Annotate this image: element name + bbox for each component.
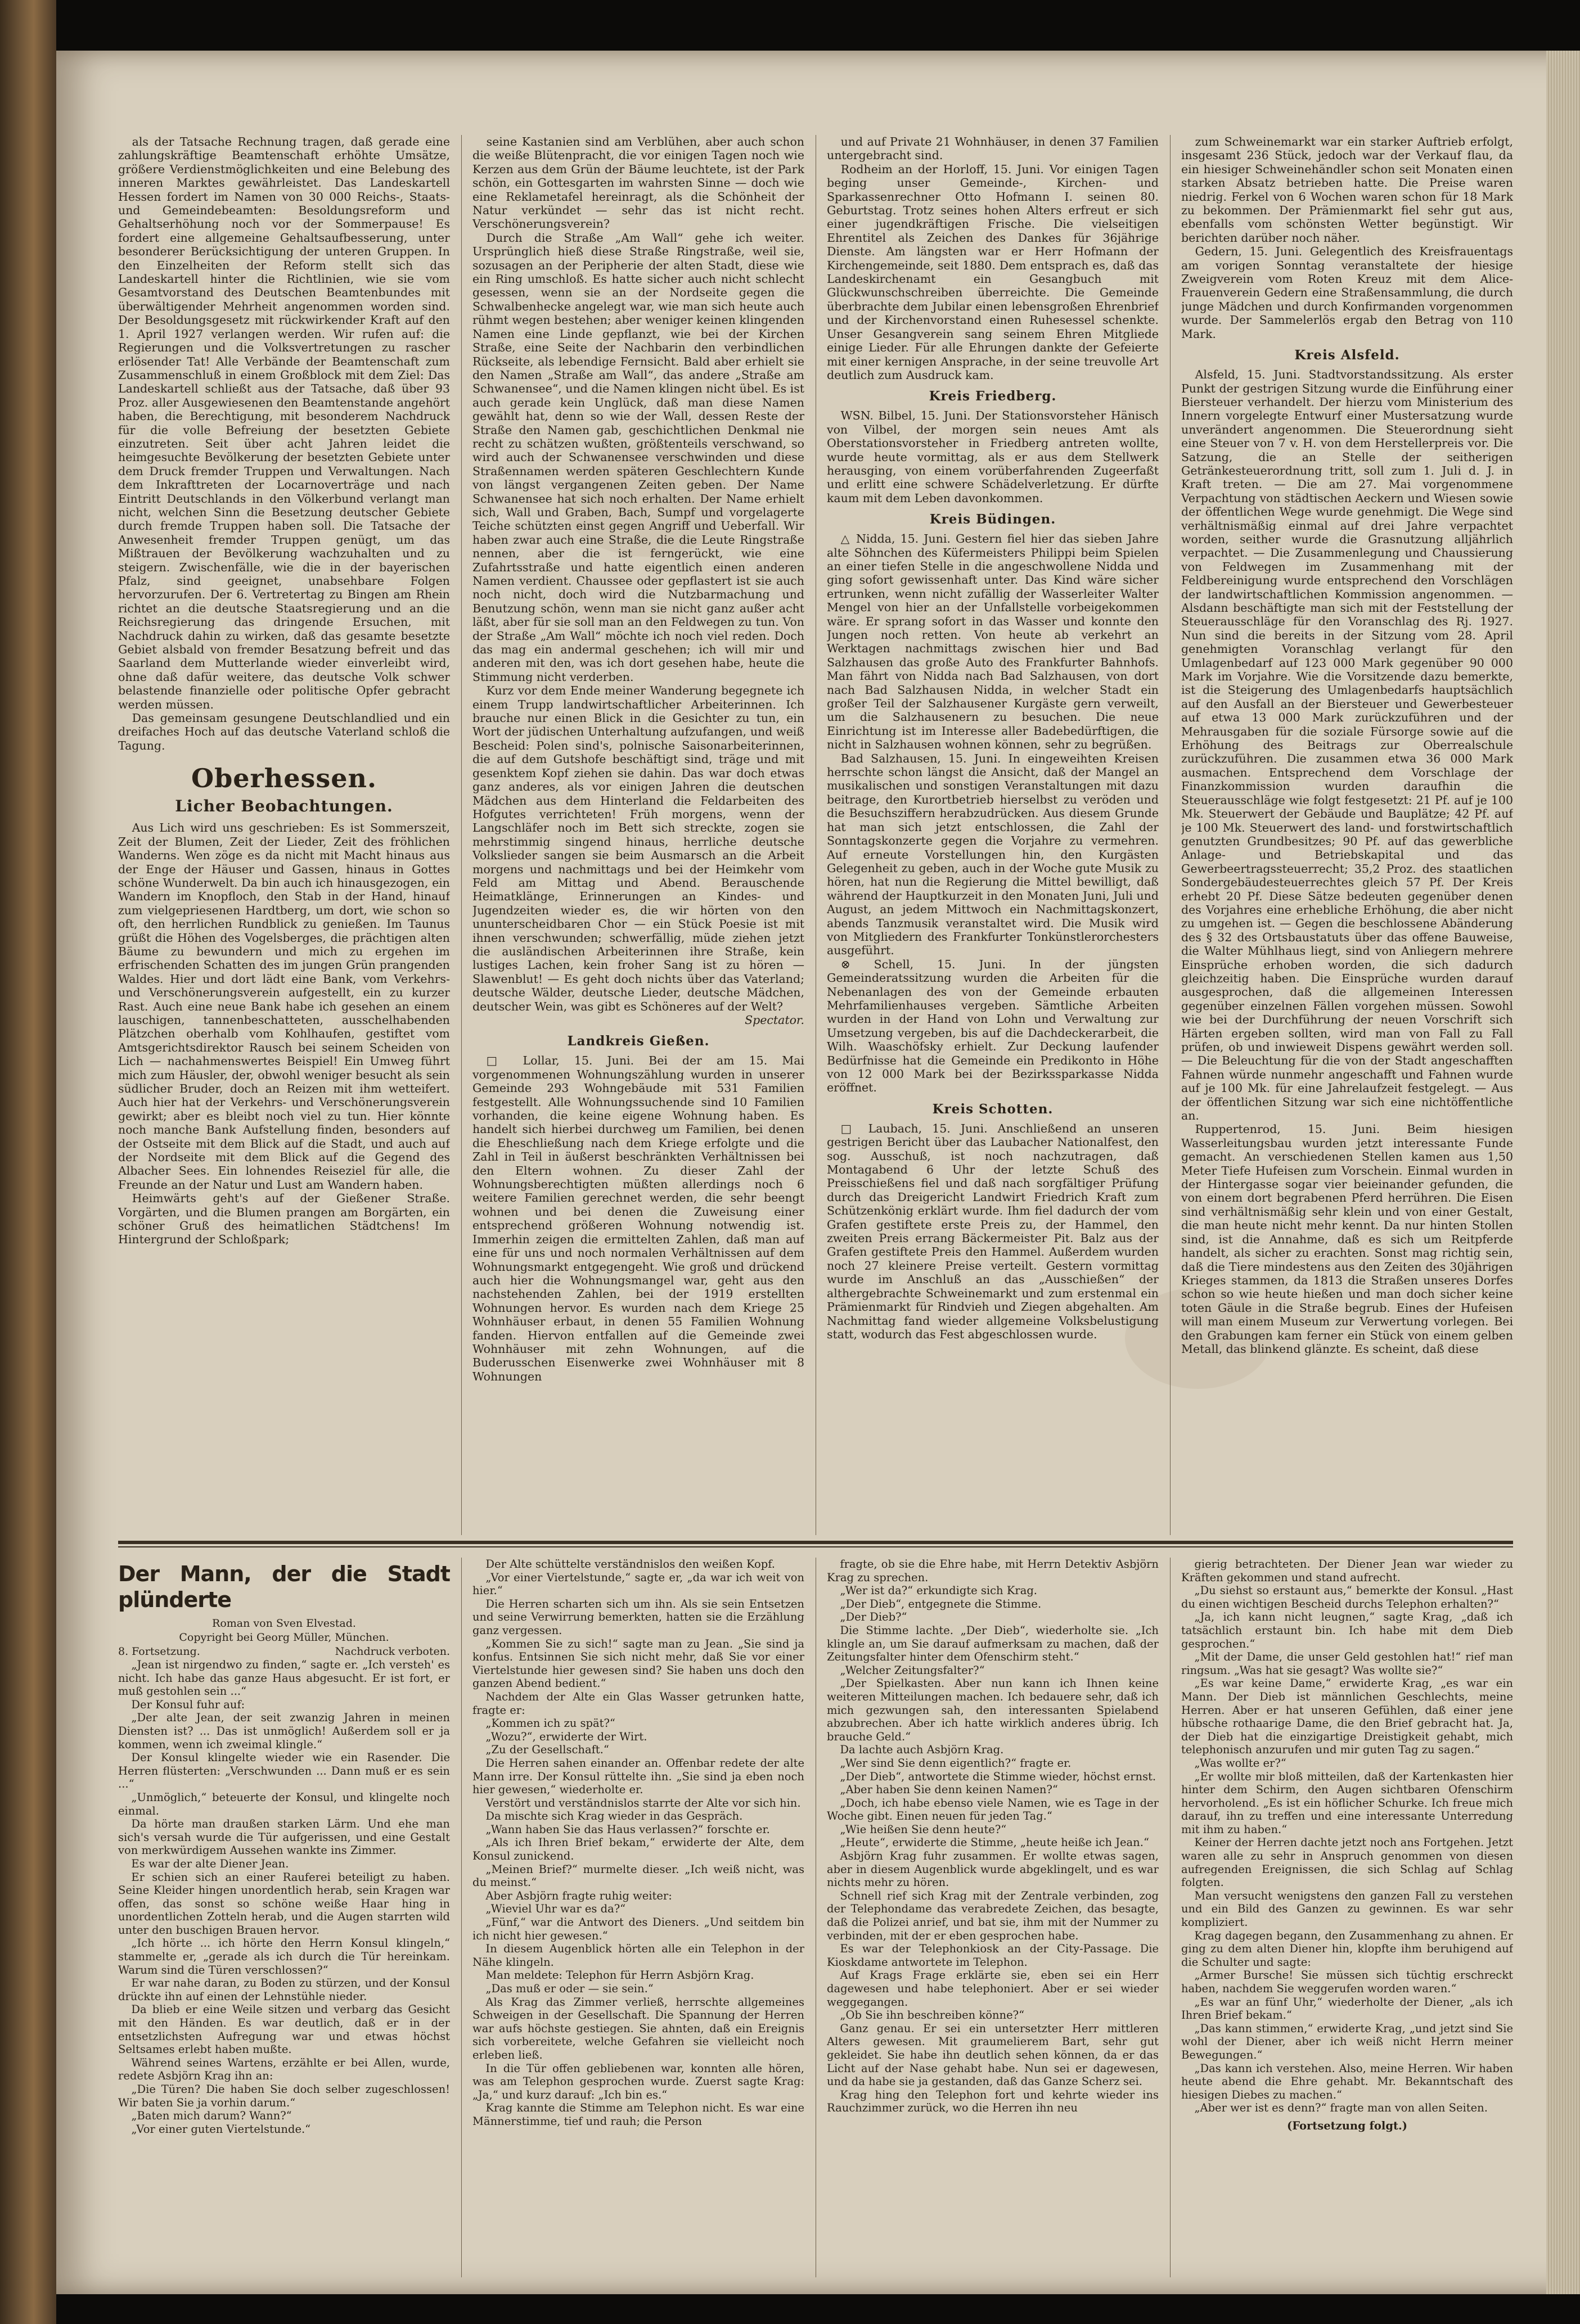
paragraph: ⊗ Schell, 15. Juni. In der jüngsten Gemeinderatssitzung wurden die Arbeiten für die Nebenanlagen des von der Gemeinde erbauten Mehrfamilienhauses vergeben. Sämtliche Arbeiten wurden in der Hand von Lohn und Verwaltung zur Umsetzung vergeben, bis auf die Dachdeckerarbeit, die Wilh. Waaschöfsky erhielt. Zur Deckung laufender Bedürfnisse hat die Gemeinde ein Predikonto in Höhe von 12 000 Mark bei der Bezirkssparkasse Nidda eröffnet. [827, 957, 1159, 1095]
serial-novel-section [118, 1558, 1513, 2277]
serial-paragraph: „Das muß er oder — sie sein.“ [485, 1982, 654, 1995]
book-binding [0, 0, 56, 2324]
serial-paragraph: „Unmöglich,“ beteuerte der Konsul, und klingelte noch einmal. [118, 1790, 450, 1817]
paragraph: als der Tatsache Rechnung tragen, daß gerade eine zahlungskräftige Beamtenschaft erhöhte Umsätze, größere Verdienstmöglichkeiten und eine Belebung des inneren Marktes gewährleistet. Das Landeskartell Hessen fordert im Namen von 30 000 Reichs-, Staats- und Gemeindebeamten: Besoldungsreform und Gehaltserhöhung noch vor der Sommerpause! Es fordert eine allgemeine Gehaltsaufbesserung, unter besonderer Berücksichtigung der unteren Gruppen. In den Einzelheiten der Reform stellt sich das Landeskartell hinter die Richtlinien, wie sie vom Gesamtvorstand des Deutschen Beamtenbundes mit überwältigender Mehrheit angenommen worden sind. Der Besoldungsgesetz mit rückwirkender Kraft auf den 1. April 1927 verlangen werden. Wir rufen auf: die Regierungen und die Volksvertretungen zu rascher erlösender Tat! Alle Verbände der Beamtenschaft zum Zusammenschluß in einem Großblock mit dem Ziel: Das Landeskartell schließt aus der Tatsache, daß über 93 Proz. aller Ausgewiesenen den Beamtenstande angehört haben, die Berechtigung, mit besonderem Nachdruck für die volle Befreiung der besetzten Gebiete einzutreten. Seit über acht Jahren leidet die heimgesuchte Bevölkerung der besetzten Gebiete unter dem Druck fremder Truppen und Verwaltungen. Nach dem Inkrafttreten der Locarnoverträge und nach Eintritt Deutschlands in den Völkerbund verlangt man nicht, welchen Sinn die Besetzung deutscher Gebiete durch fremde Truppen haben soll. Die Tatsache der Anwesenheit fremder Truppen genügt, um das Mißtrauen der Bevölkerung wachzuhalten und zu steigern. Zwischenfälle, wie die in der bayerischen Pfalz, sind geeignet, unabsehbare Folgen hervorzurufen. Der 6. Vertretertag zu Bingen am Rhein richtet an die deutsche Staatsregierung und an die Reichsregierung das dringende Ersuchen, mit Nachdruck dahin zu wirken, daß das gesamte besetzte Gebiet alsbald von fremder Besatzung befreit und das Saarland dem Mutterlande wieder einverleibt wird, ohne daß dafür weitere, das deutsche Volk schwer belastende finanzielle oder politische Opfer gebracht werden müssen. [118, 135, 450, 711]
serial-paragraph: Während seines Wartens, erzählte er bei Allen, wurde, redete Asbjörn Krag ihn an: [118, 2056, 450, 2083]
serial-column-1 [118, 1558, 450, 2277]
serial-paragraph: „Wie heißen Sie denn heute?“ [840, 1822, 1007, 1836]
serial-text [827, 1558, 1159, 2115]
serial-paragraph: Die Herren scharten sich um ihn. Als sie sein Entsetzen und seine Verwirrung bemerkten, hatten sie die Erzählung ganz vergessen. [472, 1597, 804, 1637]
serial-paragraph: „Er wollte mir bloß mitteilen, daß der Kartenkasten hier hinter dem Schirm, den Augen sichtbaren Ofenschirm hervorholend. „Es ist ein höflicher Schurke. Ich freue mich darauf, ihn zu treffen und eine interessante Unterredung mit ihm zu haben.“ [1181, 1770, 1513, 1836]
paragraph: Gedern, 15. Juni. Gelegentlich des Kreisfrauentags am vorigen Sonntag veranstaltete der hiesige Zweigverein vom Roten Kreuz mit dem Alice-Frauenverein Gedern eine Straßensammlung, die durch junge Mädchen und durch Konfirmanden vorgenommen wurde. Der Sammelerlös ergab den Betrag von 110 Mark. [1181, 245, 1513, 341]
serial-paragraph: Schnell rief sich Krag mit der Zentrale verbinden, zog der Telephondame das verabredete Zeichen, das besagte, daß die Polizei anrief, und bat sie, ihm mit der Nummer zu verbinden, mit der er eben gesprochen habe. [827, 1889, 1159, 1942]
serial-paragraph: „Der Dieb“, entgegnete die Stimme. [840, 1597, 1042, 1610]
serial-paragraph: „Wieviel Uhr war es da?“ [485, 1902, 626, 1916]
section-divider [118, 1541, 1513, 1544]
paragraph: Durch die Straße „Am Wall“ gehe ich weiter. Ursprünglich hieß diese Straße Ringstraße, weil sie, sozusagen an der Peripherie der alten Stadt, diese wie ein Ring umschloß. Es hatte sicher auch nicht schlecht gesessen, wenn sie an der Nordseite gegen die Schwalbenhecke angelegt war, wie man sich heute auch rühmt wegen bestehen; aber weniger keinen klingenden Namen eine Linde gepflanzt, wie bei der Kirchen Straße, eine Seite der Nachbarin den verbindlichen Rückseite, als lebendige Fernsicht. Bald aber erhielt sie den Namen „Straße am Wall“, das andere „Straße am Schwanensee“, und die Namen klingen nicht übel. Es ist auch gerade kein Unglück, daß man diese Namen gewählt hat, denn so wie der Wall, dessen Reste der Straße den Namen gab, geschichtlichen Denkmal nie recht zu schätzen wußten, größtenteils verschwand, so wird auch der Schwanensee verschwinden und diese Straßennamen werden späteren Geschlechtern Kunde von längst vergangenen Zeiten geben. Der Name Schwanensee hat sich noch erhalten. Der Name erhielt sich, Wall und Graben, Bach, Sumpf und vorgelagerte Teiche schützten einst gegen Angriff und Ueberfall. Wir haben zwar auch eine Straße, die die Leute Ringstraße nennen, aber die ist ferngerückt, wie eine Zufahrtsstraße und hatte eigentlich einen anderen Namen verdient. Chaussee oder gepflastert ist sie auch noch nicht, doch wird die Nutzbarmachung und Benutzung schön, wenn man sie nicht ganz außer acht läßt, aber für sie soll man an den Feldwegen zu tun. Von der Straße „Am Wall“ möchte ich noch viel reden. Doch das mag ein andermal geschehen; ich will mir und anderen mit den, was ich dort gesehen habe, heute die Stimmung nicht verderben. [472, 231, 804, 684]
serial-paragraph: Der Konsul fuhr auf: [131, 1698, 245, 1711]
serial-paragraph: „Vor einer guten Viertelstunde.“ [131, 2122, 311, 2136]
serial-paragraph: Krag kannte die Stimme am Telephon nicht. Es war eine Männerstimme, tief und rauh; die Person [472, 2101, 804, 2128]
paragraph: Das gemeinsam gesungene Deutschlandlied und ein dreifaches Hoch auf das deutsche Vaterland schloß die Tagung. [118, 711, 450, 752]
serial-copyright: Copyright bei Georg Müller, München. [179, 1631, 389, 1644]
serial-paragraph: Es war der alte Diener Jean. [131, 1857, 289, 1870]
serial-paragraph: Die Stimme lachte. „Der Dieb“, wiederholte sie. „Ich klingle an, um Sie darauf aufmerksam zu machen, daß der Zeitungsfalter hinter dem Ofenschirm steht.“ [827, 1623, 1159, 1664]
serial-text [1181, 1558, 1513, 2115]
serial-paragraph: „Wer ist da?“ erkundigte sich Krag. [840, 1584, 1038, 1598]
paragraph: und auf Private 21 Wohnhäuser, in denen 37 Familien untergebracht sind. [827, 135, 1159, 163]
serial-paragraph: In diesem Augenblick hörten alle ein Telephon in der Nähe klingeln. [472, 1942, 804, 1969]
serial-paragraph: „Doch, ich habe ebenso viele Namen, wie es Tage in der Woche gibt. Einen neuen für jeden Tag.“ [827, 1796, 1159, 1823]
column-4 [1181, 135, 1513, 1535]
paragraph: seine Kastanien sind am Verblühen, aber auch schon die weiße Blütenpracht, die vor einigen Tagen noch wie Kerzen aus dem Grün der Bäume leuchtete, ist der Park schön, ein Gottesgarten im wahrsten Sinne — doch wie eine Reklametafel hereinragt, als die Schönheit der Natur verkündet — sehr das ist nicht recht. Verschönerungsverein? [472, 135, 804, 231]
serial-paragraph: „Das kann stimmen,“ erwiderte Krag, „und jetzt sind Sie wohl der Diener, aber ich weiß nicht Herrn meiner Bewegungen.“ [1181, 2021, 1513, 2061]
column-2 [472, 135, 804, 1535]
page-edge [1546, 51, 1580, 2294]
serial-paragraph: „Es war an fünf Uhr,“ wiederholte der Diener, „als ich Ihren Brief bekam.“ [1181, 1995, 1513, 2022]
paragraph: Ruppertenrod, 15. Juni. Beim hiesigen Wasserleitungsbau wurden jetzt interessante Funde gemacht. An verschiedenen Stellen kamen aus 1,50 Meter Tiefe Hufeisen zum Vorschein. Einmal wurden in der Hintergasse sogar vier beieinander gefunden, die von einem dort begrabenen Pferd herrühren. Die Eisen sind verhältnismäßig sehr klein und von einer Gestalt, die man heute nicht mehr kennt. Da nur hinten Stollen sind, ist die Annahme, daß es sich um Reitpferde handelt, als sicher zu erachten. Sonst mag richtig sein, daß die Tiere mindestens aus den Zeiten des 30jährigen Krieges stammen, da 1813 die Straßen unseres Dorfes schon so wie heute hießen und man doch sicher keine toten Gäule in die Straße begrub. Eines der Hufeisen will man einem Museum zur Verwertung vorlegen. Bei den Grabungen kam ferner ein Stück von einem gelben Metall, das blinkend glänzte. Es scheint, daß diese [1181, 1122, 1513, 1356]
serial-paragraph: „Wozu?“, erwiderte der Wirt. [485, 1730, 647, 1743]
serial-paragraph: „Welcher Zeitungsfalter?“ [840, 1663, 985, 1677]
column-rule [1170, 135, 1171, 1535]
serial-paragraph: „Zu der Gesellschaft.“ [485, 1743, 609, 1757]
serial-paragraph: „Heute“, erwiderte die Stimme, „heute heiße ich Jean.“ [840, 1836, 1149, 1849]
serial-paragraph: Der Alte schüttelte verständnislos den weißen Kopf. [485, 1558, 775, 1571]
serial-paragraph: Verstört und verständnislos starrte der Alte vor sich hin. [485, 1796, 801, 1809]
paragraph: □ Laubach, 15. Juni. Anschließend an unseren gestrigen Bericht über das Laubacher Nationalfest, den sog. Ausschuß, ist noch nachzutragen, daß Montagabend 6 Uhr der letzte Schuß des Preisschießens fiel und daß nach sorgfältiger Prüfung durch das Dreigericht Landwirt Friedrich Kraft zum Schützenkönig erklärt wurde. Ihm fiel dadurch der vom Grafen gestiftete erste Preis zu, der Hammel, den zweiten Preis errang Bäckermeister Pit. Balz aus der Grafen gestiftete Preis den Hammel. Außerdem wurden noch 27 kleinere Preise verteilt. Gestern vormittag wurde im Anschluß an das „Ausschießen“ der althergebrachte Schweinemarkt und zum erstenmal ein Prämienmarkt für Rindvieh und Ziegen abgehalten. Am Nachmittag fand wieder allgemeine Volksbelustigung statt, wodurch das Fest abgeschlossen wurde. [827, 1121, 1159, 1341]
section-divider [118, 1546, 1513, 1547]
serial-paragraph: „Fünf,“ war die Antwort des Dieners. „Und seitdem bin ich nicht hier gewesen.“ [472, 1916, 804, 1942]
article-heading: Licher Beobachtungen. [175, 797, 393, 816]
serial-paragraph: „Der Dieb“, antwortete die Stimme wieder, höchst ernst. [840, 1770, 1156, 1783]
serial-paragraph: Der Konsul klingelte wieder wie ein Rasender. Die Herren flüsterten: „Verschwunden ... Dann muß er es sein ...“ [118, 1751, 450, 1791]
serial-column-3 [827, 1558, 1159, 2277]
serial-paragraph: Die Herren sahen einander an. Offenbar redete der alte Mann irre. Der Konsul rüttelte ihn. „Sie sind ja eben noch hier gewesen,“ wiederholte er. [472, 1756, 804, 1797]
section-heading: Kreis Büdingen. [929, 512, 1056, 527]
section-heading: Kreis Schotten. [932, 1101, 1054, 1117]
serial-paragraph: Als Krag das Zimmer verließ, herrschte allgemeines Schweigen in der Gesellschaft. Die Spannung der Herren war aufs höchste gestiegen. Sie ahnten, daß ein Ereignis sich vorbereitete, welche Gefahren sie vielleicht noch erleben ließ. [472, 1995, 804, 2061]
serial-paragraph: „Das kann ich verstehen. Also, meine Herren. Wir haben heute abend die Ehre gehabt. Mr. Bekanntschaft des hiesigen Diebes zu machen.“ [1181, 2061, 1513, 2101]
serial-paragraph: „Ja, ich kann nicht leugnen,“ sagte Krag, „daß ich tatsächlich erstaunt bin. Ich habe mit dem Dieb gesprochen.“ [1181, 1610, 1513, 1650]
serial-paragraph: „Der Dieb?“ [840, 1610, 907, 1624]
serial-paragraph: Keiner der Herren dachte jetzt noch ans Fortgehen. Jetzt waren alle zu sehr in Anspruch genommen von diesen aufregenden Ereignissen, die sich Schlag auf Schlag folgten. [1181, 1836, 1513, 1889]
serial-paragraph: Man versucht wenigstens den ganzen Fall zu verstehen und ein Bild des Ganzen zu gewinnen. Es war sehr kompliziert. [1181, 1889, 1513, 1929]
column-rule [461, 135, 462, 1535]
paragraph: Bad Salzhausen, 15. Juni. In eingeweihten Kreisen herrschte schon längst die Ansicht, daß der Mangel an musikalischen und sonstigen Veranstaltungen mit dazu beitrage, den Kurortbetrieb hierselbst zu veröden und die Besuchsziffern herabzudrücken. Aus diesem Grunde hat man sich jetzt entschlossen, die Zahl der Sonntagskonzerte gegen die Vorjahre zu vermehren. Auf erneute Vorstellungen hin, den Kurgästen Gelegenheit zu geben, auch in der Woche gute Musik zu hören, hat nun die Regierung die Mittel bewilligt, daß während der Hauptkurzeit in den Monaten Juni, Juli und August, an jedem Mittwoch ein Nachmittagskonzert, abends Tanzmusik veranstaltet wird. Die Musik wird von Mitgliedern des Frankfurter Tonkünstlerorchesters ausgeführt. [827, 751, 1159, 958]
serial-text [118, 1658, 450, 2136]
serial-paragraph: Er schien sich an einer Rauferei beteiligt zu haben. Seine Kleider hingen unordentlich herab, sein Kragen war offen, das sonst so schöne weiße Haar hing in unordentlichen Zotteln herab, und die Augen starrten wild unter den buschigen Brauen hervor. [118, 1870, 450, 1937]
serial-paragraph: „Kommen ich zu spät?“ [485, 1717, 615, 1730]
serial-paragraph: „Mit der Dame, die unser Geld gestohlen hat!“ rief man ringsum. „Was hat sie gesagt? Was wollte sie?“ [1181, 1650, 1513, 1677]
serial-paragraph: „Der alte Jean, der seit zwanzig Jahren in meinen Diensten ist? ... Das ist unmöglich! Außerdem soll er ja kommen, wenn ich zweimal klingle.“ [118, 1711, 450, 1751]
serial-paragraph: „Es war keine Dame,“ erwiderte Krag, „es war ein Mann. Der Dieb ist männlichen Geschlechts, meine Herren. Aber er hat unseren Gefühlen, daß einer jene hübsche rothaarige Dame, die den Brief gebracht hat. Ja, der Dieb hat die einzigartige Dreistigkeit gehabt, mich telephonisch anzurufen und mir guten Tag zu sagen.“ [1181, 1677, 1513, 1757]
serial-paragraph: „Du siehst so erstaunt aus,“ bemerkte der Konsul. „Hast du einen wichtigen Bescheid durchs Telephon erhalten?“ [1181, 1584, 1513, 1610]
section-heading-oberhessen: Oberhessen. [191, 763, 377, 794]
serial-paragraph: Aber Asbjörn fragte ruhig weiter: [485, 1889, 672, 1902]
paragraph: Kurz vor dem Ende meiner Wanderung begegnete ich einem Trupp landwirtschaftlicher Arbeiterinnen. Ich brauche nur einen Blick in die Gesichter zu tun, ein Wort der jüdischen Unterhaltung aufzufangen, und weiß Bescheid: Polen sind's, polnische Saisonarbeiterinnen, die auf dem Gutshofe beschäftigt sind, träge und mit gesenktem Kopf ziehen sie dahin. Das war doch etwas ganz anderes, als vor einigen Jahren die deutschen Mädchen aus dem Hinterland die Feldarbeiten des Hofgutes verrichteten! Früh morgens, wenn der Langschläfer noch im Bett sich streckte, zogen sie mehrstimmig singend hinaus, herrliche deutsche Volkslieder sangen sie beim Ausmarsch an die Arbeit morgens und nachmittags und bei der Heimkehr vom Feld am Mittag und Abend. Berauschende Heimatklänge, Erinnerungen an Kindes- und Jugendzeiten wieder es, die wir hörten von den ununterscheidbaren Chor — ein Stück Poesie ist mit ihnen verschwunden; schwerfällig, müde ziehen jetzt die ausländischen Arbeiterinnen ihre Straße, kein lustiges Lachen, kein froher Sang ist zu hören — Slawenblut! — Es geht doch nichts über das Vaterland; deutsche Wälder, deutsche Lieder, deutsche Mädchen, deutscher Wein, was gibt es Schöneres auf der Welt? [472, 684, 804, 1013]
serial-paragraph: gierig betrachteten. Der Diener Jean war wieder zu Kräften gekommen und stand aufrecht. [1181, 1558, 1513, 1584]
serial-paragraph: „Als ich Ihren Brief bekam,“ erwiderte der Alte, dem Konsul zunickend. [472, 1836, 804, 1863]
serial-paragraph: Da hörte man draußen starken Lärm. Und ehe man sich's versah wurde die Tür aufgerissen, und eine Gestalt von merkwürdigem Aussehen wankte ins Zimmer. [118, 1817, 450, 1857]
column-1 [118, 135, 450, 1535]
serial-paragraph: „Was wollte er?“ [1194, 1756, 1286, 1770]
serial-paragraph: „Ob Sie ihn beschreiben könne?“ [840, 2009, 1025, 2022]
serial-author: Roman von Sven Elvestad. [212, 1617, 356, 1630]
serial-paragraph: „Ich hörte ... ich hörte den Herrn Konsul klingeln,“ stammelte er, „gerade als ich durch die Tür hereinkam. Warum sind die Türen verschlossen?“ [118, 1937, 450, 1976]
serial-paragraph: „Die Türen? Die haben Sie doch selber zugeschlossen! Wir baten Sie ja vorhin darum.“ [118, 2083, 450, 2109]
serial-paragraph: „Wann haben Sie das Haus verlassen?“ forschte er. [485, 1822, 770, 1836]
serial-paragraph: „Aber wer ist es denn?“ fragte man von allen Seiten. [1194, 2101, 1488, 2115]
paragraph: Rodheim an der Horloff, 15. Juni. Vor einigen Tagen beging unser Gemeinde-, Kirchen- und Sparkassenrechner Otto Hofmann I. seinen 80. Geburtstag. Trotz seines hohen Alters erfreut er sich einer jugendkräftigen Frische. Die vielseitigen Ehrentitel als Zeichen des Dankes für 36jährige Dienste. Am längsten war er Herr Hofmann der Kirchengemeinde, seit 1880. Dem entsprach es, daß das Landeskirchenamt ein Gesangbuch mit Glückwunschschreiben überreichte. Die Gemeinde überbrachte dem Jubilar einen lebensgroßen Ehrenbrief und der Kirchenvorstand einen Ruhesessel schenkte. Unser Gesangverein sang seinem Ehren Mitgliede einige Lieder. Für alle Ehrungen dankte der Gefeierte mit einer kernigen Ansprache, in der seine treuvolle Art deutlich zum Ausdruck kam. [827, 162, 1159, 382]
continuation-note: (Fortsetzung folgt.) [1287, 2119, 1407, 2132]
serial-paragraph: Da mischte sich Krag wieder in das Gespräch. [485, 1809, 743, 1823]
column-3 [827, 135, 1159, 1535]
serial-paragraph: „Aber haben Sie denn keinen Namen?“ [840, 1783, 1058, 1797]
serial-paragraph: „Vor einer Viertelstunde,“ sagte er, „da war ich weit von hier.“ [472, 1571, 804, 1598]
serial-paragraph: Asbjörn Krag fuhr zusammen. Er wollte etwas sagen, aber in diesem Augenblick wurde abgeklingelt, und es war nichts mehr zu hören. [827, 1849, 1159, 1889]
serial-column-4 [1181, 1558, 1513, 2277]
serial-paragraph: Er war nahe daran, zu Boden zu stürzen, und der Konsul drückte ihn auf einen der Lehnstühle nieder. [118, 1976, 450, 2003]
serial-paragraph: Es war der Telephonkiosk an der City-Passage. Die Kioskdame antwortete im Telephon. [827, 1942, 1159, 1969]
serial-paragraph: Da blieb er eine Weile sitzen und verbarg das Gesicht mit den Händen. Es war deutlich, daß er in der entsetzlichsten Aufregung war und etwas höchst Seltsames erlebt haben mußte. [118, 2003, 450, 2056]
serial-paragraph: „Der Spielkasten. Aber nun kann ich Ihnen keine weiteren Mitteilungen machen. Ich bedauere sehr, daß ich mich gezwungen sah, den interessanten Spielabend abzubrechen. Aber ich hatte wirklich anderes übrig. Ich brauche Geld.“ [827, 1677, 1159, 1743]
serial-paragraph: fragte, ob sie die Ehre habe, mit Herrn Detektiv Asbjörn Krag zu sprechen. [827, 1558, 1159, 1584]
serial-paragraph: Man meldete: Telephon für Herrn Asbjörn Krag. [485, 1969, 754, 1982]
paragraph: □ Lollar, 15. Juni. Bei der am 15. Mai vorgenommenen Wohnungszählung wurden in unserer Gemeinde 293 Wohngebäude mit 531 Familien festgestellt. Alle Wohnungssuchende sind 10 Familien vorhanden, die keine eigene Wohnung haben. Es handelt sich hierbei durchweg um Familien, bei denen die Eheschließung nach dem Kriege erfolgte und die Zahl in Teil in äußerst beschränkten Verhältnissen bei den Eltern wohnen. Zu dieser Zahl der Wohnungsberechtigten müßten allerdings noch 6 weitere Familien gerechnet werden, die sehr beengt wohnen und bei denen die Zuweisung einer entsprechend größeren Wohnung notwendig ist. Immerhin zeigen die ermittelten Zahlen, daß man auf eine für uns und noch normalen Verhältnissen auf dem Wohnungsmarkt entgegengeht. Wie groß und drückend auch hier die Wohnungsmangel war, geht aus den nachstehenden Zahlen, bei der 1919 erstellten Wohnungen hervor. Es wurden nach dem Kriege 25 Wohnhäuser erbaut, in denen 55 Familien Wohnung fanden. Hiervon entfallen auf die Gemeinde zwei Wohnhäuser mit zehn Wohnungen, auf die Buderusschen Eisenwerke zwei Wohnhäuser mit 8 Wohnungen [472, 1054, 804, 1383]
serial-paragraph: „Jean ist nirgendwo zu finden,“ sagte er. „Ich versteh' es nicht. Ich habe das ganze Haus abgesucht. Er ist fort, er muß gestohlen sein ...“ [118, 1658, 450, 1698]
column-rule [1170, 1558, 1171, 2277]
serial-column-2 [472, 1558, 804, 2277]
serial-rights: Nachdruck verboten. [335, 1645, 450, 1658]
paragraph: WSN. Bilbel, 15. Juni. Der Stationsvorsteher Hänisch von Vilbel, der morgen sein neues Amt als Oberstationsvorsteher in Friedberg antreten wollte, wurde heute vormittag, als er aus dem Stellwerk herausging, von einem vorüberfahrenden Zugeerfaßt und erlitt eine schwere Schädelverletzung. Er dürfte kaum mit dem Leben davonkommen. [827, 409, 1159, 505]
serial-paragraph: Krag hing den Telephon fort und kehrte wieder ins Rauchzimmer zurück, wo die Herren ihn neu [827, 2088, 1159, 2115]
serial-text [472, 1558, 804, 2128]
paragraph: △ Nidda, 15. Juni. Gestern fiel hier das sieben Jahre alte Söhnchen des Küfermeisters Philippi beim Spielen an einer tiefen Stelle in die angeschwollene Nidda und ging sofort gewissenhaft unter. Das Kind wäre sicher ertrunken, wenn nicht zufällig der Wasserleiter Walter Mengel von hier an der Unfallstelle vorbeigekommen wäre. Er sprang sofort in das Wasser und konnte den Jungen noch retten. Von heute ab verkehrt an Werktagen nachmittags zwischen hier und Bad Salzhausen das große Auto des Frankfurter Bahnhofs. Man fährt von Nidda nach Bad Salzhausen, von dort nach Bad Salzhausen Nidda, in welcher Stadt ein großer Teil der Salzhausener Kurgäste gern verweilt, um die Salzhausenern zu besuchen. Die neue Einrichtung ist im Interesse aller Badebedürftigen, die nicht in Salzhausen wohnen können, sehr zu begrüßen. [827, 532, 1159, 752]
serial-paragraph: Da lachte auch Asbjörn Krag. [840, 1743, 1004, 1757]
serial-part: 8. Fortsetzung. [118, 1645, 200, 1658]
section-heading: Kreis Alsfeld. [1294, 348, 1400, 363]
serial-paragraph: Nachdem der Alte ein Glas Wasser getrunken hatte, fragte er: [472, 1690, 804, 1717]
serial-paragraph: In die Tür offen gebliebenen war, konnten alle hören, was am Telephon gesprochen wurde. Zuerst sagte Krag: „Ja,“ und kurz darauf: „Ich bin es.“ [472, 2061, 804, 2101]
column-rule [461, 1558, 462, 2277]
section-heading: Kreis Friedberg. [929, 389, 1057, 404]
serial-paragraph: „Baten mich darum? Wann?“ [131, 2109, 292, 2123]
serial-paragraph: Auf Krags Frage erklärte sie, eben sei ein Herr dagewesen und habe telephoniert. Aber er sei wieder weggegangen. [827, 1969, 1159, 2009]
serial-paragraph: Ganz genau. Er sei ein untersetzter Herr mittleren Alters gewesen. Mit graumelierem Bart, sehr gut gekleidet. Sie habe ihn deutlich sehen können, da er das Licht auf der Nase gehabt habe. Nun sei er dagewesen, und da habe sie ja gestanden, daß das Ganze Scherz sei. [827, 2021, 1159, 2088]
serial-title: Der Mann, der die Stadt plünderte [118, 1562, 450, 1612]
paragraph: zum Schweinemarkt war ein starker Auftrieb erfolgt, insgesamt 236 Stück, jedoch war der Verkauf flau, da ein hiesiger Schweinehändler schon seit Monaten einen starken Absatz betrieben hatte. Die Preise waren niedrig. Ferkel von 6 Wochen waren schon für 18 Mark zu bekommen. Der Prämienmarkt fiel sehr gut aus, ebenfalls vom schönsten Wetter begünstigt. Wir berichten darüber noch näher. [1181, 135, 1513, 245]
paragraph: Alsfeld, 15. Juni. Stadtvorstandssitzung. Als erster Punkt der gestrigen Sitzung wurde die Einführung einer Biersteuer verhandelt. Der hierzu vom Ministerium des Innern vorgelegte Entwurf einer Mustersatzung wurde unverändert angenommen. Die Steuerordnung sieht eine Steuer von 7 v. H. von dem Herstellerpreis vor. Die Satzung, die an Stelle der seitherigen Getränkesteuerordnung tritt, soll zum 1. Juli d. J. in Kraft treten. — Die am 27. Mai vorgenommene Verpachtung von städtischen Aeckern und Wiesen sowie der öffentlichen Wege wurde genehmigt. Die Wege sind verhältnismäßig einmal auf drei Jahre verpachtet worden, seither wurde die Grasnutzung alljährlich verpachtet. — Die Zusammenlegung und Chaussierung von Feldwegen im Zusammenhang mit der Feldbereinigung wurde entsprechend den Vorschlägen der landwirtschaftlichen Kommission angenommen. — Alsdann beschäftigte man sich mit der Feststellung der Steuerausschläge für den Voranschlag des Rj. 1927. Nun sind die bereits in der Sitzung vom 28. April genehmigten Voranschlag verlangt für den Umlagenbedarf auf 123 000 Mark gegenüber 90 000 Mark im Vorjahre. Wie die Vorsitzende dazu bemerkte, ist die Steigerung des Umlagenbedarfs hauptsächlich auf den Ausfall an der Biersteuer und Gewerbesteuer auf etwa 13 000 Mark zurückzuführen und der Mehrausgaben für die soziale Fürsorge sowie auf die Erhöhung des Beitrags zur Oberrealschule zurückzuführen. Die zusammen etwa 36 000 Mark ausmachen. Entsprechend dem Vorschlage der Finanzkommission wurden daraufhin die Steuerausschläge wie folgt festgesetzt: 21 Pf. auf je 100 Mk. Steuerwert der Gebäude und Bauplätze; 42 Pf. auf je 100 Mk. Steuerwert des land- und forstwirtschaftlich genutzten Grundbesitzes; 90 Pf. auf das gewerbliche Anlage- und Betriebskapital und das Gewerbeertragssteuerrecht; 35,2 Proz. des staatlichen Sondergebäudesteuerrechtes gleich 57 Pf. Der Kreis erhebt 20 Pf. Diese Sätze bedeuten gegenüber denen des Vorjahres eine erhebliche Erhöhung, die aber nicht zu umgehen ist. — Gegen die beschlossene Abänderung des § 32 des Ortsbaustatuts über das offene Bauweise, die Walter Mühlhaus liegt, sind von Anliegern mehrere Einsprüche erhoben worden, die sich dadurch gleichzeitig haben. Die Einsprüche wurden darauf ausgesprochen, daß die allgemeinen Interessen gegenüber einzelnen Fällen vorgehen müssen. Sowohl wie bei der Durchführung der neuen Vorschrift sich Härten ergeben sollten, wird man von Fall zu Fall prüfen, ob und inwieweit Dispens gewährt werden soll. — Die Beleuchtung für die von der Stadt angeschafften Fahnen würde nunmehr angeschafft und Fahnen wurde auf je 100 Mk. für eine Jahrelaufzeit festgelegt. — Aus der öffentlichen Sitzung war sich eine nichtöffentliche an. [1181, 368, 1513, 1123]
serial-paragraph: „Wer sind Sie denn eigentlich?“ fragte er. [840, 1756, 1072, 1770]
serial-info-row [118, 1645, 450, 1658]
paragraph: Heimwärts geht's auf der Gießener Straße. Vorgärten, und die Blumen prangen am Borgärten, ein schöner Gruß des heimatlichen Städtchens! Im Hintergrund der Schloßpark; [118, 1192, 450, 1247]
author-signature: Spectator. [745, 1013, 804, 1027]
paragraph: Aus Lich wird uns geschrieben: Es ist Sommerszeit, Zeit der Blumen, Zeit der Lieder, Zeit des fröhlichen Wanderns. Wen zöge es da nicht mit Macht hinaus aus der Enge der Häuser und Gassen, hinaus in Gottes schöne Wunderwelt. Da bin auch ich hinausgezogen, ein Wandern im Knopfloch, den Stab in der Hand, hinauf zum vielgepriesenen Hardtberg, um dort, wie schon so oft, den herrlichen Rundblick zu genießen. Im Taunus grüßt die Höhen des Vogelsberges, die prächtigen alten Bäume zu bewundern und mich zu ergehen im erfrischenden Schatten des im jungen Grün prangenden Waldes. Hier und dort lädt eine Bank, vom Verkehrs- und Verschönerungsverein aufgestellt, ein zu kurzer Rast. Auch eine neue Bank habe ich gesehen an einem lauschigen, tannenbeschatteten, ausschelhabenden Plätzchen oberhalb vom Kohlhaufen, gestiftet vom Amtsgerichtsdirektor Rausch bei seinem Scheiden von Lich — nachahmenswertes Beispiel! Ein Umweg führt mich zum Häusler, der, obwohl weniger besucht als sein südlicher Bruder, doch an Reizen mit ihm wetteifert. Auch hier hat der Verkehrs- und Verschönerungsverein gewirkt; aber es bleibt noch viel zu tun. Hier könnte noch manche Bank Aufstellung finden, besonders auf der Ostseite mit dem Blick auf die Stadt, und auch auf der Nordseite mit dem Blick auf die Gegend des Albacher Sees. Ein lohnendes Reiseziel für alle, die Freunde an der Natur und Lust am Wandern haben. [118, 821, 450, 1192]
serial-paragraph: „Armer Bursche! Sie müssen sich tüchtig erschreckt haben, nachdem Sie weggerufen worden waren.“ [1181, 1969, 1513, 1995]
serial-paragraph: „Kommen Sie zu sich!“ sagte man zu Jean. „Sie sind ja konfus. Entsinnen Sie sich nicht mehr, daß Sie vor einer Viertelstunde hier gewesen sind? Sie haben uns doch den ganzen Abend bedient.“ [472, 1637, 804, 1690]
section-heading: Landkreis Gießen. [567, 1034, 710, 1049]
serial-paragraph: „Meinen Brief?“ murmelte dieser. „Ich weiß nicht, was du meinst.“ [472, 1862, 804, 1889]
serial-paragraph: Krag dagegen begann, den Zusammenhang zu ahnen. Er ging zu dem alten Diener hin, klopfte ihm beruhigend auf die Schulter und sagte: [1181, 1929, 1513, 1969]
newspaper-page [56, 51, 1580, 2294]
upper-section [118, 135, 1513, 1535]
